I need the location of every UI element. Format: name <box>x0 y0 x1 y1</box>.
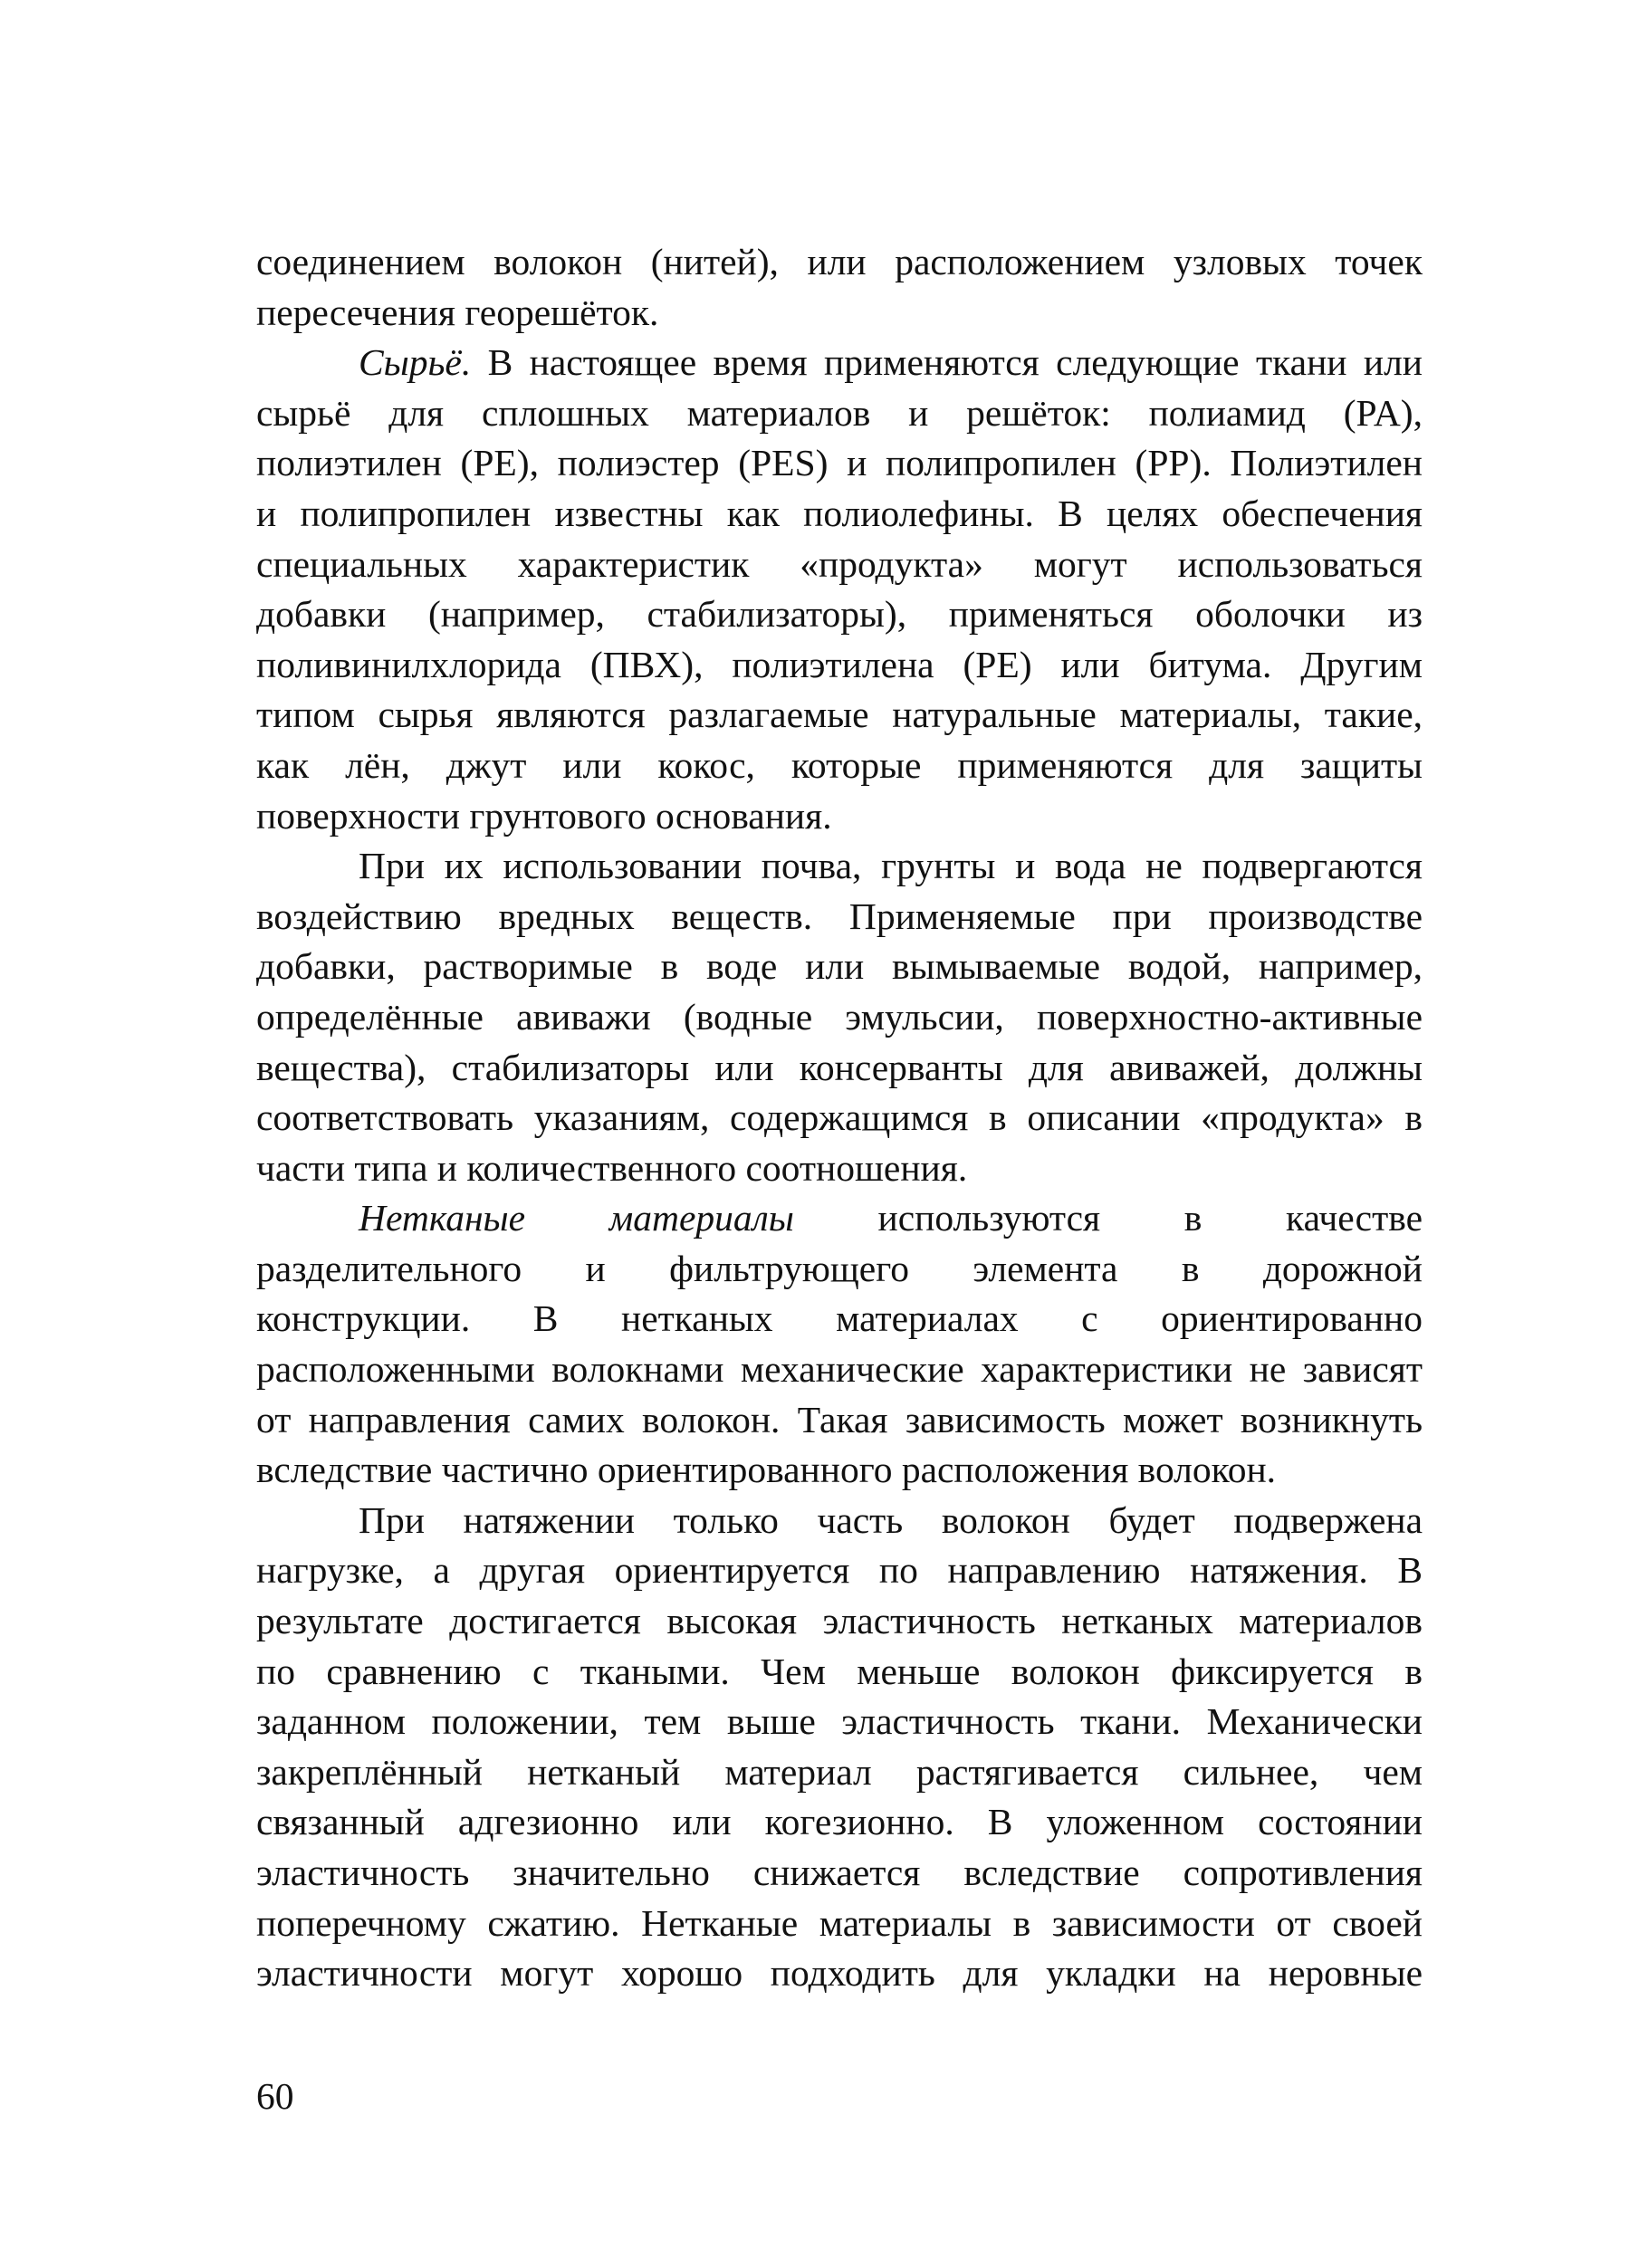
text-line: нагрузке, а другая ориентируется по направлению натяжения. В <box>256 1549 1423 1592</box>
text-line: вследствие частично ориентированного расположения волокон. <box>256 1449 1277 1491</box>
paragraph-environmental-safety <box>256 841 1423 1193</box>
text-line: поверхности грунтового основания. <box>256 794 832 837</box>
text-line: вещества), стабилизаторы или консерванты для авиважей, должны <box>256 1046 1423 1088</box>
text-line: и полипропилен известны как полиолефины. В целях обеспечения <box>256 492 1423 534</box>
paragraph-tension-elasticity <box>256 1496 1423 1999</box>
paragraph-continuation <box>256 237 1423 338</box>
paragraph-lead-term: Сырьё. <box>359 341 472 384</box>
text-line: сырьё для сплошных материалов и решёток: полиамид (PA), <box>256 391 1423 434</box>
text-line: заданном положении, тем выше эластичность ткани. Механически <box>256 1700 1423 1743</box>
text-line: соответствовать указаниям, содержащимся в описании «продукта» в <box>256 1096 1423 1139</box>
paragraph-lead-term: Нетканые материалы <box>359 1197 794 1239</box>
text-line: эластичность значительно снижается вследствие сопротивления <box>256 1852 1423 1893</box>
text-line: поливинилхлорида (ПВХ), полиэтилена (PE) или битума. Другим <box>256 643 1423 685</box>
text-line: специальных характеристик «продукта» могут использоваться <box>256 542 1423 585</box>
text-line: добавки (например, стабилизаторы), применяться оболочки из <box>256 593 1423 636</box>
text-line: разделительного и фильтрующего элемента в дорожной <box>256 1247 1423 1289</box>
page-number: 60 <box>256 2075 294 2117</box>
text-line: закреплённый нетканый материал растягивается сильнее, чем <box>256 1750 1423 1793</box>
text-line: результате достигается высокая эластичность нетканых материалов <box>256 1600 1423 1642</box>
text-line-rest: используются в качестве <box>793 1197 1423 1239</box>
text-line-rest: В настоящее время применяются следующие ткани или <box>471 341 1423 384</box>
text-line: поперечному сжатию. Нетканые материалы в зависимости от своей <box>256 1901 1423 1944</box>
text-line <box>256 338 1423 388</box>
text-line: как лён, джут или кокос, которые применяются для защиты <box>256 743 1423 786</box>
paragraph-nonwoven-materials <box>256 1193 1423 1496</box>
text-line: по сравнению с ткаными. Чем меньше волокон фиксируется в <box>256 1650 1423 1692</box>
text-line: При их использовании почва, грунты и вода не подвергаются <box>359 845 1423 887</box>
page-body <box>256 237 1423 1999</box>
text-line: эластичности могут хорошо подходить для укладки на неровные <box>256 1952 1423 1995</box>
text-line: конструкции. В нетканых материалах с ориентированно <box>256 1297 1423 1340</box>
text-line: связанный адгезионно или когезионно. В уложенном состоянии <box>256 1801 1423 1843</box>
text-line: расположенными волокнами механические характеристики не зависят <box>256 1348 1423 1391</box>
text-line: добавки, растворимые в воде или вымываемые водой, например, <box>256 945 1423 988</box>
text-line: типом сырья являются разлагаемые натуральные материалы, такие, <box>256 694 1423 736</box>
text-line: соединением волокон (нитей), или расположением узловых точек <box>256 241 1423 282</box>
text-line: полиэтилен (PE), полиэстер (PES) и полипропилен (PP). Полиэтилен <box>256 442 1423 484</box>
text-line <box>256 1193 1423 1244</box>
text-line: пересечения георешёток. <box>256 291 659 333</box>
text-line: части типа и количественного соотношения. <box>256 1146 968 1189</box>
text-line: определённые авиважи (водные эмульсии, поверхностно-активные <box>256 995 1423 1038</box>
paragraph-raw-materials <box>256 338 1423 841</box>
text-line: воздействию вредных веществ. Применяемые при производстве <box>256 895 1423 937</box>
text-line: При натяжении только часть волокон будет подвержена <box>359 1498 1423 1541</box>
text-line: от направления самих волокон. Такая зависимость может возникнуть <box>256 1398 1423 1440</box>
